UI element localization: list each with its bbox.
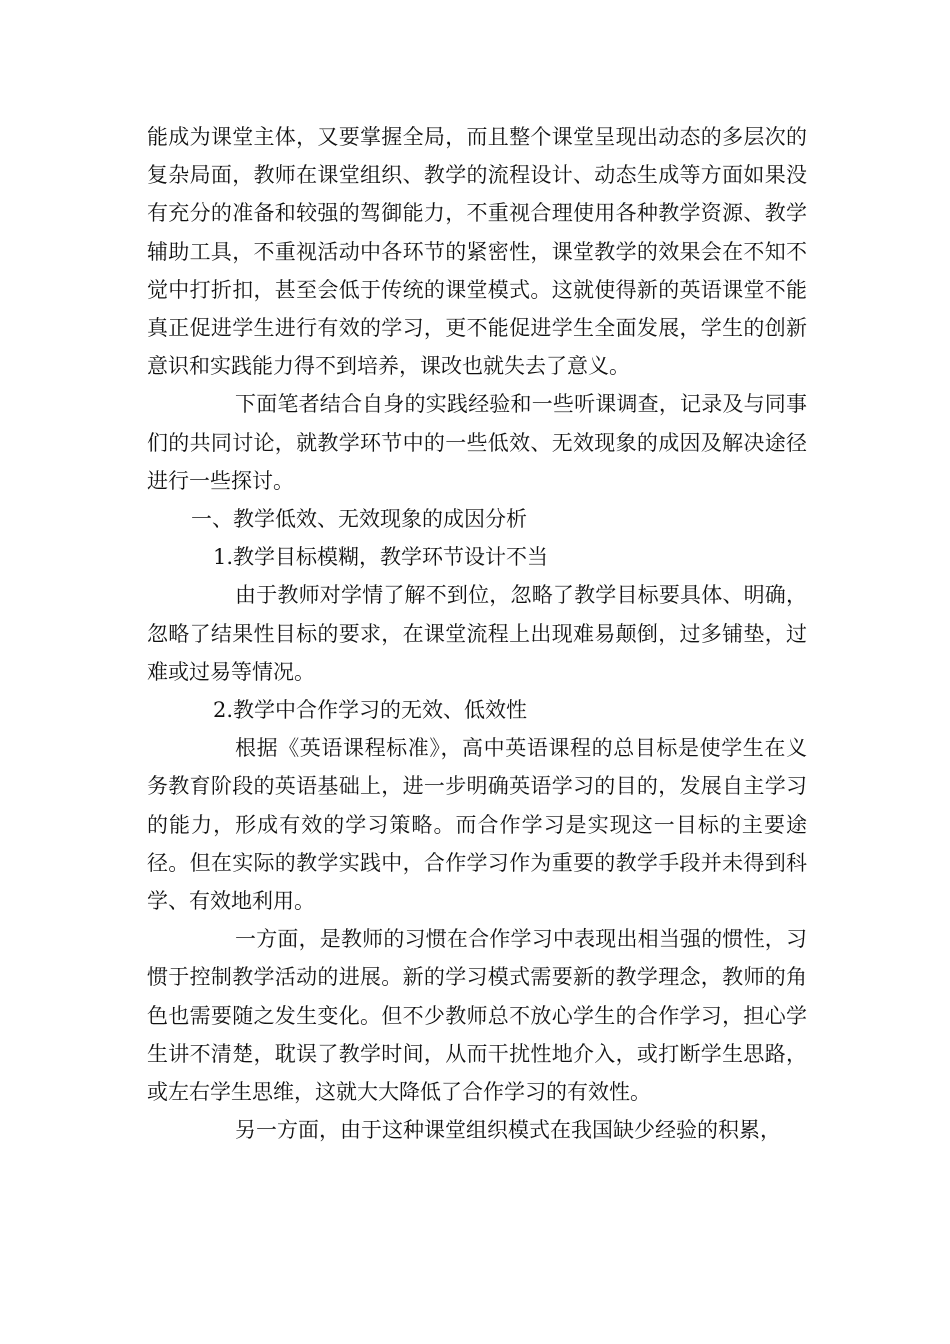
paragraph-subsection-1: 由于教师对学情了解不到位，忽略了教学目标要具体、明确，忽略了结果性目标的要求，在课堂流程上出现难易颠倒，过多铺垫，过难或过易等情况。 — [147, 583, 807, 684]
subsection-heading-2: 2.教学中合作学习的无效、低效性 — [213, 698, 528, 723]
section-heading-causes: 一、教学低效、无效现象的成因分析 — [191, 507, 527, 532]
paragraph-continuation: 能成为课堂主体，又要掌握全局，而且整个课堂呈现出动态的多层次的复杂局面，教师在课堂组织、教学的流程设计、动态生成等方面如果没有充分的准备和较强的驾御能力，不重视合理使用各种教学资源、教学辅助工具，不重视活动中各环节的紧密性，课堂教学的效果会在不知不觉中打折扣，甚至会低于传统的课堂模式。这就使得新的英语课堂不能真正促进学生进行有效的学习，更不能促进学生全面发展，学生的创新意识和实践能力得不到培养，课改也就失去了意义。 — [147, 125, 807, 379]
paragraph-other-aspect: 另一方面，由于这种课堂组织模式在我国缺少经验的积累， — [235, 1118, 781, 1143]
paragraph-curriculum-standard: 根据《英语课程标准》，高中英语课程的总目标是使学生在义务教育阶段的英语基础上，进一步明确英语学习的目的，发展自主学习的能力，形成有效的学习策略。而合作学习是实现这一目标的主要途径。但在实际的教学实践中，合作学习作为重要的教学手段并未得到科学、有效地利用。 — [147, 736, 807, 914]
paragraph-teacher-habit: 一方面，是教师的习惯在合作学习中表现出相当强的惯性，习惯于控制教学活动的进展。新的学习模式需要新的教学理念，教师的角色也需要随之发生变化。但不少教师总不放心学生的合作学习，担心学生讲不清楚，耽误了教学时间，从而干扰性地介入，或打断学生思路，或左右学生思维，这就大大降低了合作学习的有效性。 — [147, 927, 807, 1105]
document-body — [147, 118, 807, 1149]
paragraph-introduction: 下面笔者结合自身的实践经验和一些听课调查，记录及与同事们的共同讨论，就教学环节中的一些低效、无效现象的成因及解决途径进行一些探讨。 — [147, 392, 807, 493]
subsection-heading-1: 1.教学目标模糊，教学环节设计不当 — [213, 545, 549, 570]
